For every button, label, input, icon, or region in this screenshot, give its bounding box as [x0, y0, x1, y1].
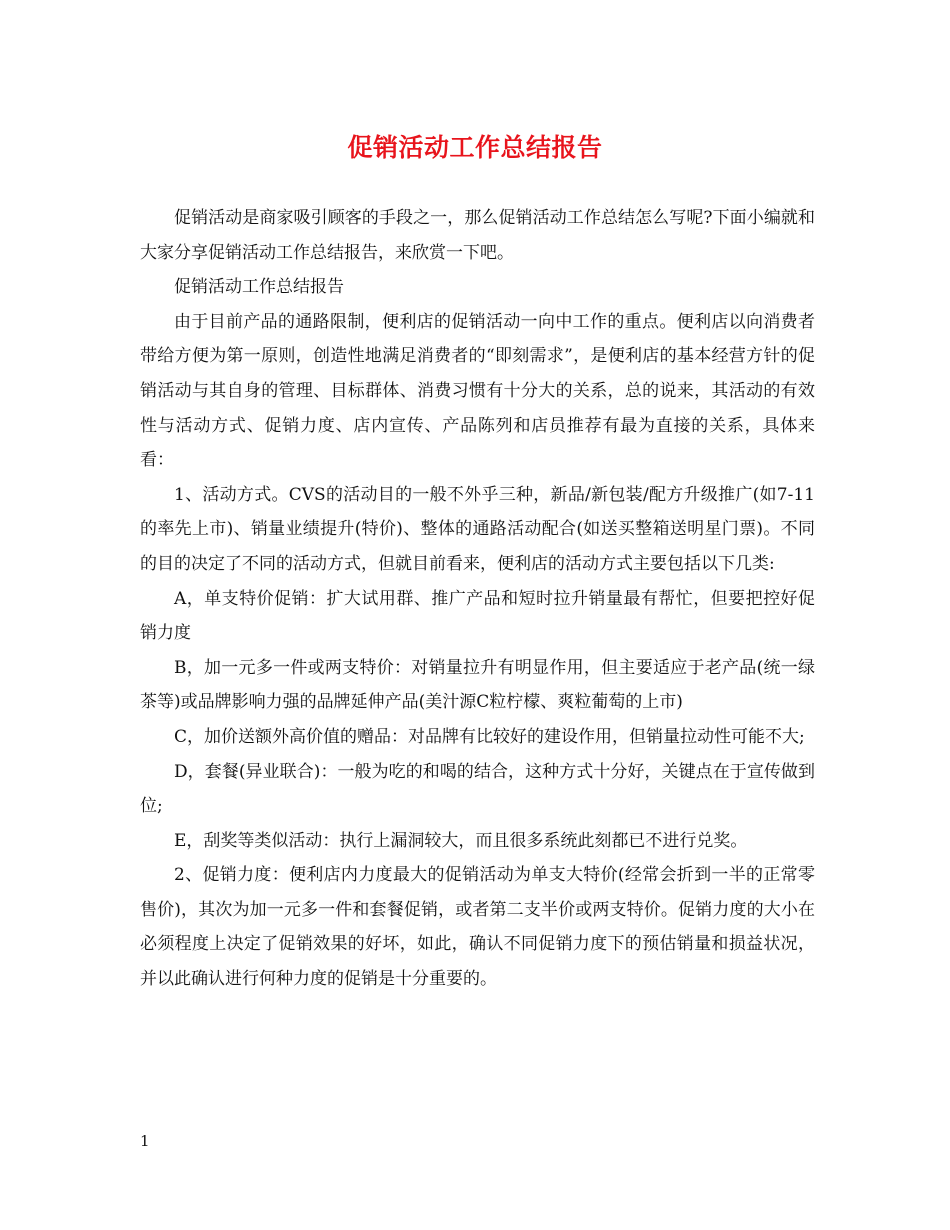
paragraph-item-d: D，套餐(异业联合)：一般为吃的和喝的结合，这种方式十分好，关键点在于宣传做到位; [140, 761, 815, 817]
paragraph-background: 由于目前产品的通路限制，便利店的促销活动一向中工作的重点。便利店以向消费者带给方便为第一原则，创造性地满足消费者的“即刻需求”，是便利店的基本经营方针的促销活动与其自身的管理、目标群体、消费习惯有十分大的关系，总的说来，其活动的有效性与活动方式、促销力度、店内宣传、产品陈列和店员推荐有最为直接的关系，具体来看： [140, 311, 815, 471]
paragraph-subtitle: 促销活动工作总结报告 [174, 277, 344, 298]
paragraph-item-a: A，单支特价促销：扩大试用群、推广产品和短时拉升销量最有帮忙，但要把控好促销力度 [140, 588, 815, 644]
paragraph-promotion-intensity: 2、促销力度：便利店内力度最大的促销活动为单支大特价(经常会折到一半的正常零售价)，其次为加一元多一件和套餐促销，或者第二支半价或两支特价。促销力度的大小在必须程度上决定了促销效果的好坏，如此，确认不同促销力度下的预估销量和损益状况，并以此确认进行何种力度的促销是十分重要的。 [140, 865, 815, 990]
paragraph-item-b: B，加一元多一件或两支特价：对销量拉升有明显作用，但主要适应于老产品(统一绿茶等)或品牌影响力强的品牌延伸产品(美汁源C粒柠檬、爽粒葡萄的上市) [140, 657, 815, 713]
paragraph-item-c: C，加价送额外高价值的赠品：对品牌有比较好的建设作用，但销量拉动性可能不大; [174, 726, 805, 747]
document-title: 促销活动工作总结报告 [347, 133, 603, 162]
paragraph-activity-method: 1、活动方式。CVS的活动目的一般不外乎三种，新品/新包装/配方升级推广(如7-11的率先上市)、销量业绩提升(特价)、整体的通路活动配合(如送买整箱送明星门票)。不同的目的决定了不同的活动方式，但就目前看来，便利店的活动方式主要包括以下几类: [140, 484, 815, 574]
paragraph-intro: 促销活动是商家吸引顾客的手段之一，那么促销活动工作总结怎么写呢?下面小编就和大家分享促销活动工作总结报告，来欣赏一下吧。 [140, 208, 815, 263]
paragraph-item-e: E，刮奖等类似活动：执行上漏洞较大，而且很多系统此刻都已不进行兑奖。 [174, 830, 748, 851]
page-number: 1 [140, 1132, 150, 1150]
document-body [140, 201, 815, 997]
